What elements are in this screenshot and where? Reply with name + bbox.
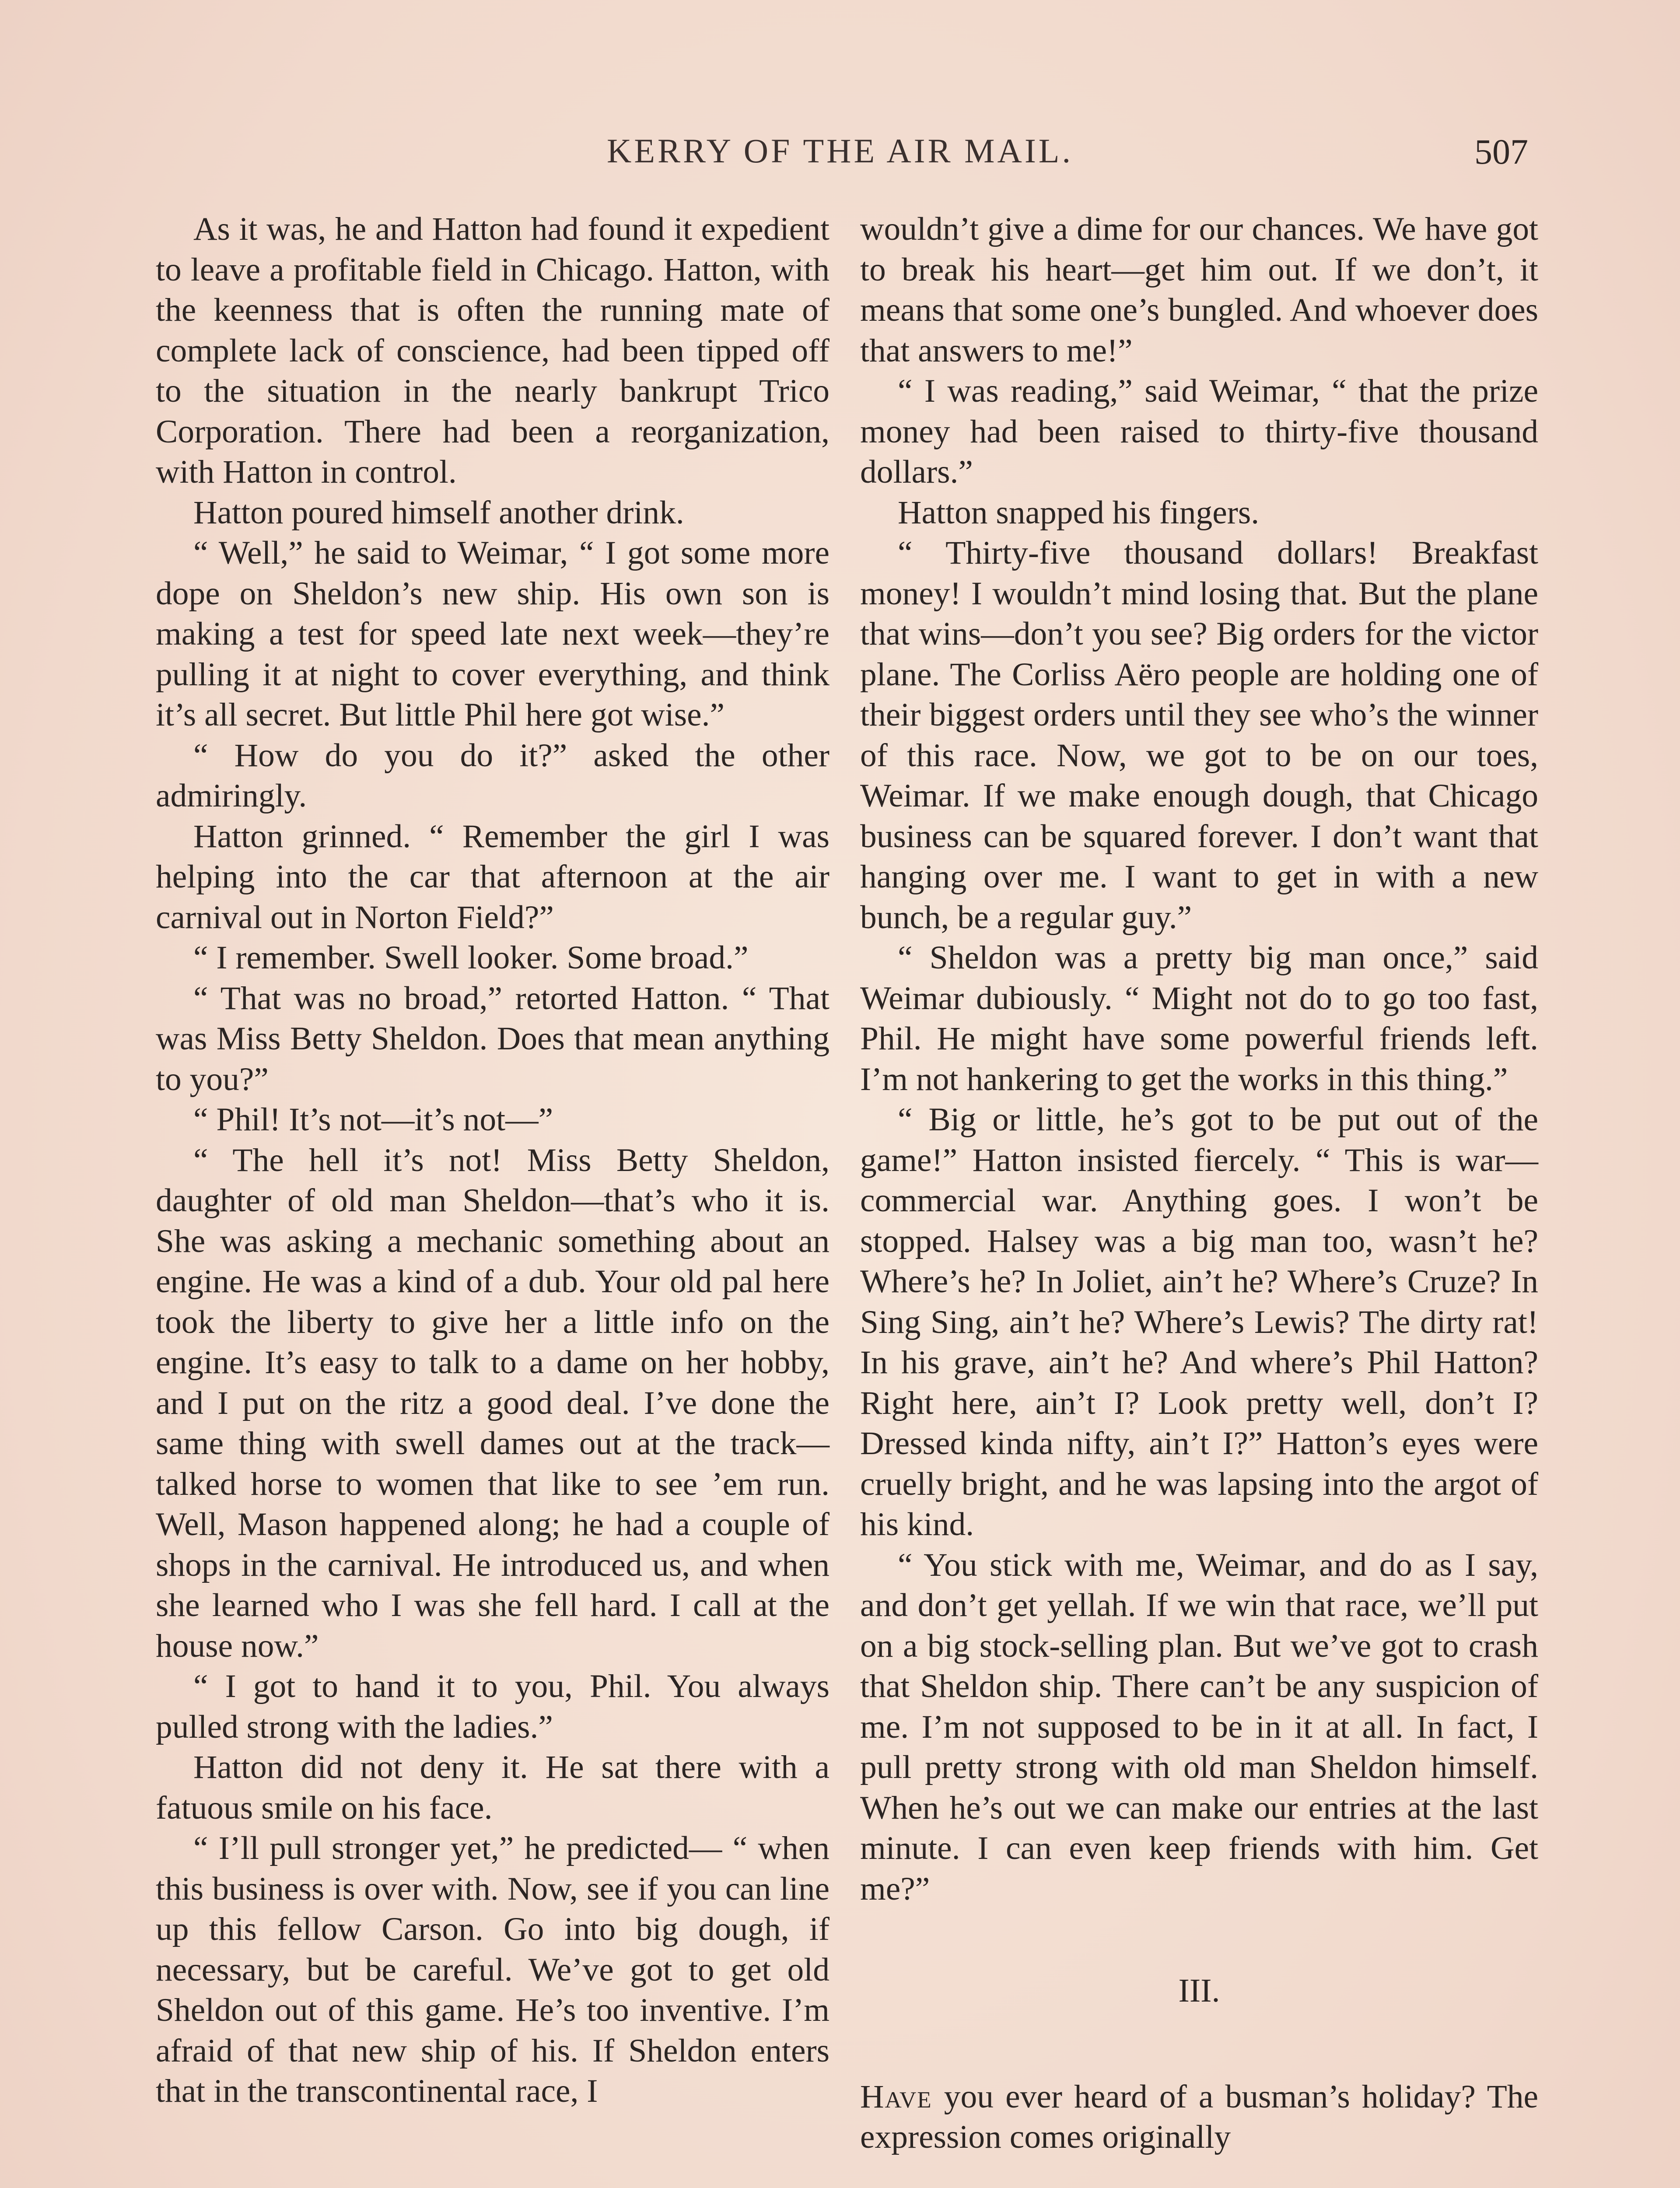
paragraph: Hatton poured himself another drink. [193,494,684,531]
paragraph: Hatton snapped his fingers. [898,494,1260,531]
paragraph: As it was, he and Hatton had found it expedient to leave a profitable field in Chicago. Hatton, with the keenness that is often the running mate of complete lack of conscience, had been tipped off to the situation in the nearly bankrupt Trico Corporation. There had been a reorganization, with Hatton in control. [156,211,830,490]
paragraph: “ Big or little, he’s got to be put out of the game!” Hatton insisted fiercely. “ This is war—commercial war. Anything goes. I won’t be stopped. Halsey was a big man too, wasn’t he? Where’s he? In Joliet, ain’t he? Where’s Cruze? In Sing Sing, ain’t he? Where’s Lewis? The dirty rat! In his grave, ain’t he? And where’s Phil Hatton? Right here, ain’t I? Look pretty well, don’t I? Dressed kinda nifty, ain’t I?” Hatton’s eyes were cruelly bright, and he was lapsing into the argot of his kind. [860,1101,1538,1543]
left-column [156,209,830,2112]
paragraph: Hatton did not deny it. He sat there with a fatuous smile on his face. [156,1749,830,1826]
paragraph: “ I was reading,” said Weimar, “ that the prize money had been raised to thirty-five thousand dollars.” [860,373,1538,490]
paragraph: “ The hell it’s not! Miss Betty Sheldon, daughter of old man Sheldon—that’s who it is. She was asking a mechanic something about an engine. He was a kind of a dub. Your old pal here took the liberty to give her a little info on the engine. It’s easy to talk to a dame on her hobby, and I put on the ritz a good deal. I’ve done the same thing with swell dames out at the track—talked horse to women that like to see ’em run. Well, Mason happened along; he had a couple of shops in the carnival. He introduced us, and when she learned who I was she fell hard. I call at the house now.” [156,1142,830,1664]
lead-word: Have [860,2078,932,2115]
section-opening-paragraph [860,2077,1538,2158]
section-heading: III. [1178,1972,1220,2009]
right-column [860,209,1538,2158]
paragraph-text: you ever heard of a busman’s holiday? The expression comes originally [860,2078,1538,2155]
running-header-title: KERRY OF THE AIR MAIL. [607,132,1073,170]
paragraph: “ I remember. Swell looker. Some broad.” [193,940,749,976]
paragraph: “ Well,” he said to Weimar, “ I got some more dope on Sheldon’s new ship. His own son is making a test for speed late next week—they’re pulling it at night to cover everything, and think it’s all secret. But little Phil here got wise.” [156,535,830,733]
paragraph: “ Phil! It’s not—it’s not—” [193,1101,553,1138]
paragraph: “ Sheldon was a pretty big man once,” said Weimar dubiously. “ Might not do to go too fast, Phil. He might have some powerful friends left. I’m not hankering to get the works in this thing.” [860,940,1538,1098]
paragraph: “ How do you do it?” asked the other admiringly. [156,737,830,814]
paragraph: wouldn’t give a dime for our chances. We have got to break his heart—get him out. If we don’t, it means that some one’s bungled. And whoever does that answers to me!” [860,211,1538,369]
paragraph: “ I’ll pull stronger yet,” he predicted— “ when this business is over with. Now, see if you can line up this fellow Carson. Go into big dough, if necessary, but be careful. We’ve got to get old Sheldon out of this game. He’s too inventive. I’m afraid of that new ship of his. If Sheldon enters that in the transcontinental race, I [156,1830,830,2109]
paragraph: “ I got to hand it to you, Phil. You always pulled strong with the ladies.” [156,1668,830,1745]
paragraph: “ Thirty-five thousand dollars! Breakfast money! I wouldn’t mind losing that. But the plane that wins—don’t you see? Big orders for the victor plane. The Corliss Aëro people are holding one of their biggest orders until they see who’s the winner of this race. Now, we got to be on our toes, Weimar. If we make enough dough, that Chicago business can be squared forever. I don’t want that hanging over me. I want to get in with a new bunch, be a regular guy.” [860,535,1538,936]
paragraph: “ You stick with me, Weimar, and do as I say, and don’t get yellah. If we win that race, we’ll put on a big stock-selling plan. But we’ve got to crash that Sheldon ship. There can’t be any suspicion of me. I’m not supposed to be in it at all. In fact, I pull pretty strong with old man Sheldon himself. When he’s out we can make our entries at the last minute. I can even keep friends with him. Get me?” [860,1546,1538,1907]
paragraph: “ That was no broad,” retorted Hatton. “ That was Miss Betty Sheldon. Does that mean anything to you?” [156,980,830,1098]
page-number: 507 [1474,132,1528,172]
paragraph: Hatton grinned. “ Remember the girl I was helping into the car that afternoon at the air carnival out in Norton Field?” [156,818,830,936]
